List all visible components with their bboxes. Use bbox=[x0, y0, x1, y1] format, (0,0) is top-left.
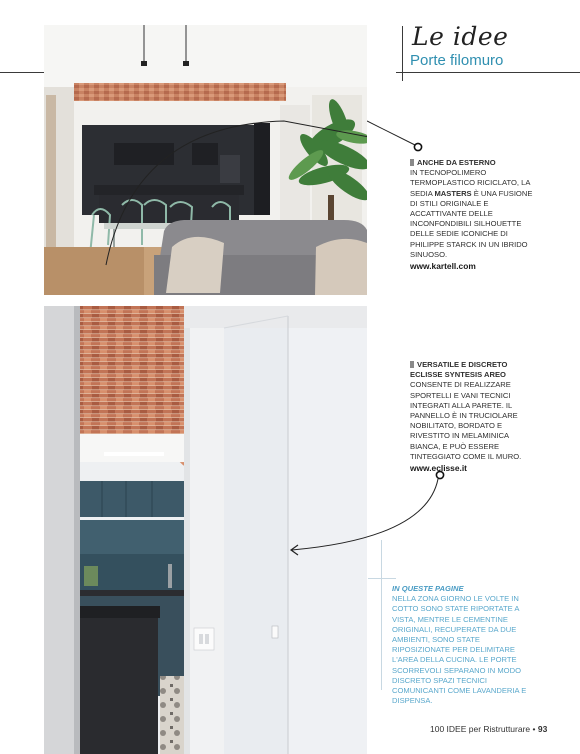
footer-separator: • bbox=[532, 724, 536, 734]
caption-eclisse bbox=[410, 360, 538, 473]
page-number: 93 bbox=[537, 724, 548, 734]
link-eclisse[interactable]: www.eclisse.it bbox=[410, 463, 467, 474]
caption-kartell bbox=[410, 158, 538, 271]
caption-eclisse-heading: VERSATILE E DISCRETO bbox=[410, 360, 538, 370]
section-title: Le idee bbox=[412, 22, 509, 51]
photo-kitchen-living bbox=[44, 25, 367, 295]
caption-kartell-text-2: È UNA FUSIONE DI STILI ORIGINALE E ACCATTIVANTE DELLE INCONFONDIBILI SILHOUETTE DELLE SEDIE ICONICHE DI PHILIPPE STARCK IN UN IBRIDO SINUOSO. bbox=[410, 188, 533, 259]
deco-rule-horizontal bbox=[368, 578, 396, 579]
caption-eclisse-text: CONSENTE DI REALIZZARE SPORTELLI E VANI TECNICI INTEGRATI ALLA PARETE. IL PANNELLO È IN TRUCIOLARE NOBILITATO, BORDATO E RIVESTITO IN MELAMINICA BIANCA, E PUÒ ESSERE TINTEGGIATO COME IL MURO. bbox=[410, 380, 522, 461]
header-rule-right bbox=[396, 72, 580, 73]
page-footer bbox=[430, 724, 547, 734]
callout-arrow-eclisse bbox=[286, 468, 446, 560]
link-kartell[interactable]: www.kartell.com bbox=[410, 261, 476, 272]
section-subtitle: Porte filomuro bbox=[410, 52, 504, 69]
footer-magazine: 100 IDEE per Ristrutturare bbox=[430, 724, 531, 734]
deco-rule-vertical bbox=[381, 540, 382, 690]
caption-eclisse-product: ECLISSE SYNTESIS AREO bbox=[410, 370, 506, 380]
header-rule-vertical bbox=[402, 26, 403, 81]
callout-line-kartell bbox=[367, 118, 427, 158]
caption-pages-text: NELLA ZONA GIORNO LE VOLTE IN COTTO SONO STATE RIPORTATE A VISTA, MENTRE LE CEMENTINE ORIGINALI, RECUPERATE DA DUE AMBIENTI, SONO STATE RIPOSIZIONATE PER DELIMITARE L'AREA DELLA CUCINA. LE PORTE SCORREVOLI SEPARANO IN MODO DISCRETO SPAZI TECNICI COMUNICANTI COME LAVANDERIA E DISPENSA. bbox=[392, 594, 527, 706]
caption-kartell-heading: ANCHE DA ESTERNO bbox=[410, 158, 538, 168]
caption-kartell-product: MASTERS bbox=[434, 188, 472, 198]
caption-in-queste-pagine bbox=[392, 584, 532, 706]
caption-kartell-text-1: IN TECNOPOLIMERO TERMOPLASTICO RICICLATO, LA SEDIA bbox=[410, 168, 530, 198]
caption-pages-heading: IN QUESTE PAGINE bbox=[392, 584, 464, 593]
